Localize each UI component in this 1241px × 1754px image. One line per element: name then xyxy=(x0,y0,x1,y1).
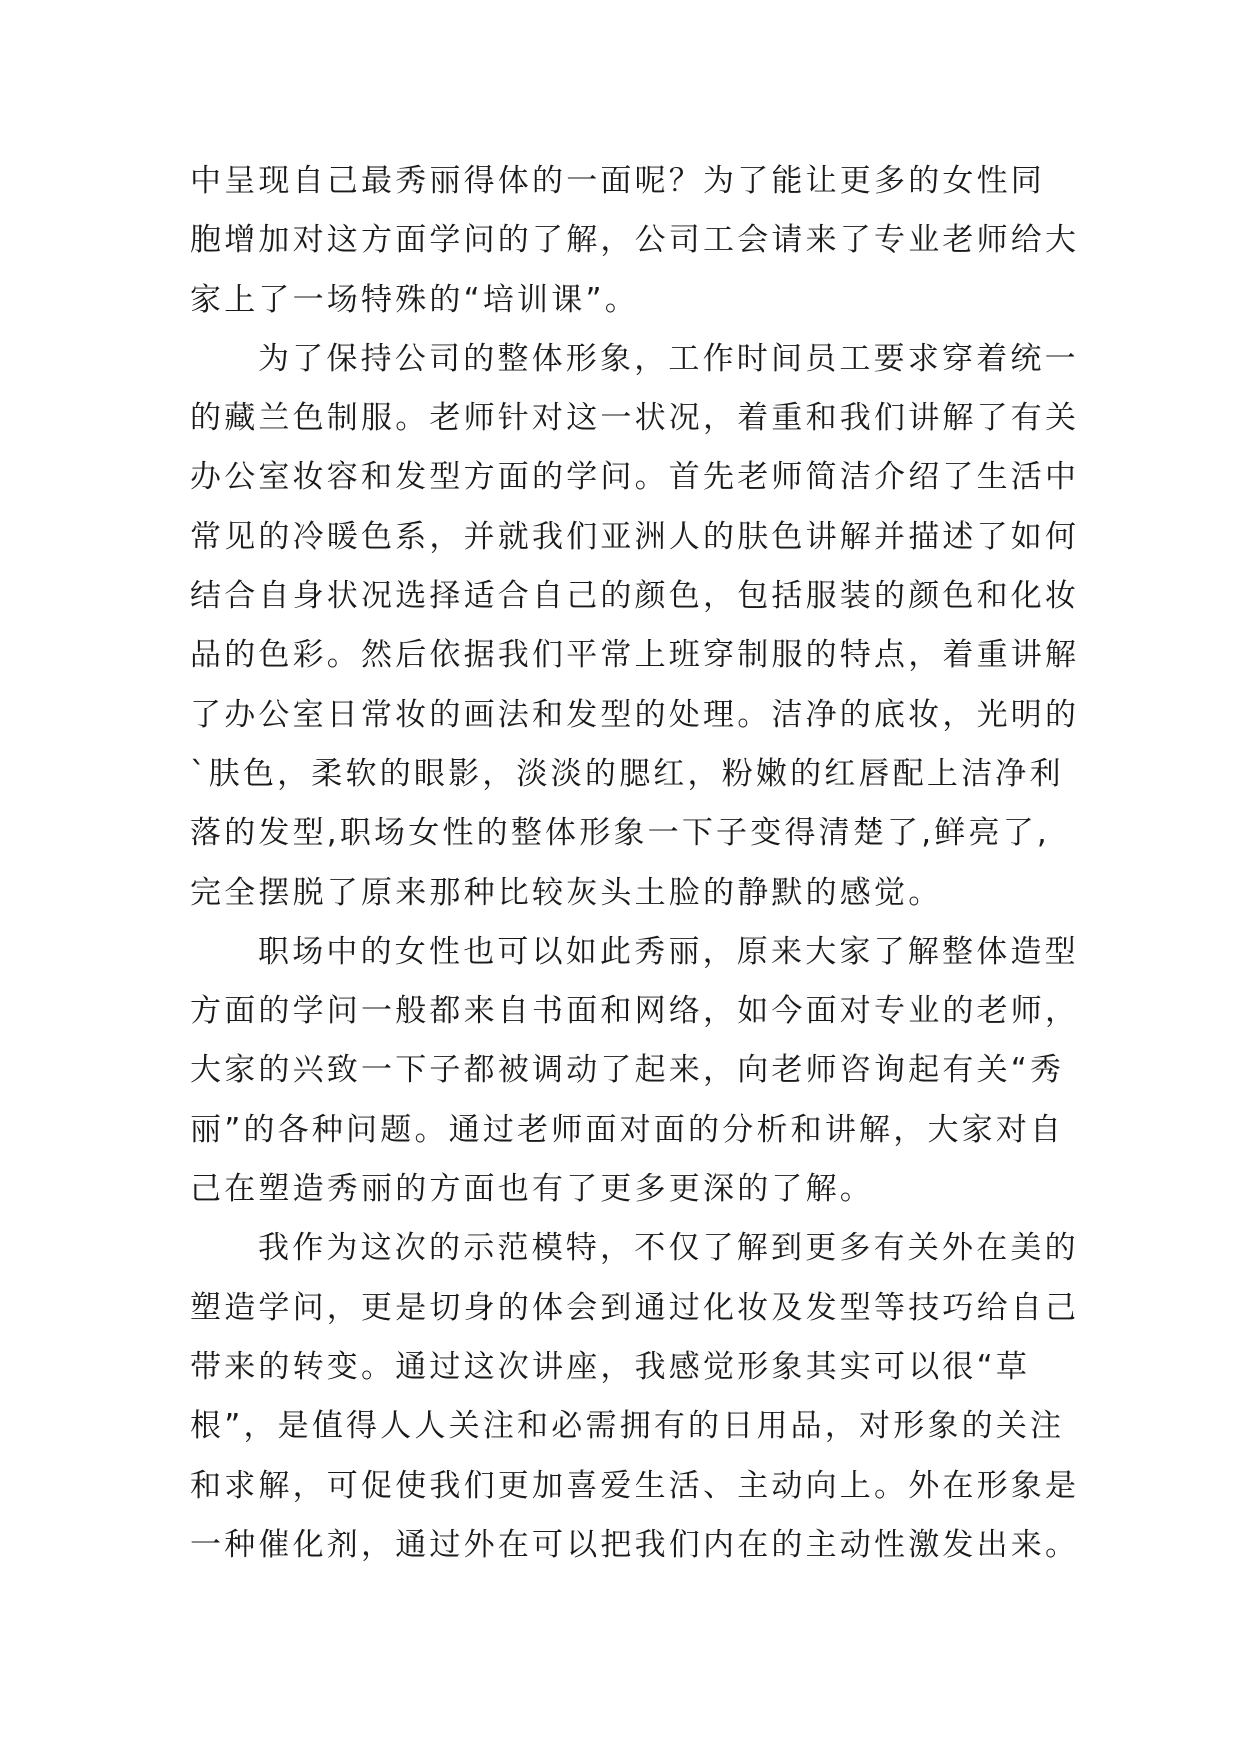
text-line: 品的色彩。然后依据我们平常上班穿制服的特点，着重讲解 xyxy=(190,637,1080,674)
text-line: 落的发型,职场女性的整体形象一下子变得清楚了,鲜亮了, xyxy=(190,815,1050,852)
text-line: 常见的冷暖色系，并就我们亚洲人的肤色讲解并描述了如何 xyxy=(190,518,1080,555)
text-line: 胞增加对这方面学问的了解，公司工会请来了专业老师给大 xyxy=(190,222,1080,259)
text-line: 我作为这次的示范模特，不仅了解到更多有关外在美的 xyxy=(258,1230,1079,1267)
text-line: 方面的学问一般都来自书面和网络，如今面对专业的老师， xyxy=(190,993,1080,1030)
text-line: 中呈现自己最秀丽得体的一面呢？为了能让更多的女性同 xyxy=(190,163,1045,199)
text-line: 根”，是值得人人关注和必需拥有的日用品，对形象的关注 xyxy=(190,1408,1065,1445)
text-line: `肤色，柔软的眼影，淡淡的腮红，粉嫩的红唇配上洁净利 xyxy=(190,755,1064,792)
text-line: 家上了一场特殊的“培训课”。 xyxy=(190,281,639,318)
text-line: 的藏兰色制服。老师针对这一状况，着重和我们讲解了有关 xyxy=(190,400,1080,437)
text-line: 办公室妆容和发型方面的学问。首先老师简洁介绍了生活中 xyxy=(190,459,1080,496)
paragraph xyxy=(190,923,1080,1219)
text-line: 结合自身状况选择适合自己的颜色，包括服装的颜色和化妆 xyxy=(190,578,1080,615)
text-line: 带来的转变。通过这次讲座，我感觉形象其实可以很“草 xyxy=(190,1348,1031,1385)
paragraph xyxy=(190,1219,1080,1575)
text-line: 塑造学问，更是切身的体会到通过化妆及发型等技巧给自己 xyxy=(190,1289,1080,1326)
text-line: 一种催化剂，通过外在可以把我们内在的主动性激发出来。 xyxy=(190,1526,1080,1563)
text-line: 了办公室日常妆的画法和发型的处理。洁净的底妆，光明的 xyxy=(190,696,1080,733)
text-line: 为了保持公司的整体形象，工作时间员工要求穿着统一 xyxy=(258,340,1079,377)
text-line: 完全摆脱了原来那种比较灰头土脸的静默的感觉。 xyxy=(190,874,943,911)
text-line: 和求解，可促使我们更加喜爱生活、主动向上。外在形象是 xyxy=(190,1467,1080,1504)
text-line: 职场中的女性也可以如此秀丽，原来大家了解整体造型 xyxy=(258,933,1079,970)
text-line: 己在塑造秀丽的方面也有了更多更深的了解。 xyxy=(190,1171,874,1208)
text-line: 大家的兴致一下子都被调动了起来，向老师咨询起有关“秀 xyxy=(190,1052,1065,1089)
paragraph xyxy=(190,330,1080,923)
text-line: 丽”的各种问题。通过老师面对面的分析和讲解，大家对自 xyxy=(190,1111,1065,1148)
body-text xyxy=(190,152,1080,1575)
paragraph xyxy=(190,152,1080,330)
